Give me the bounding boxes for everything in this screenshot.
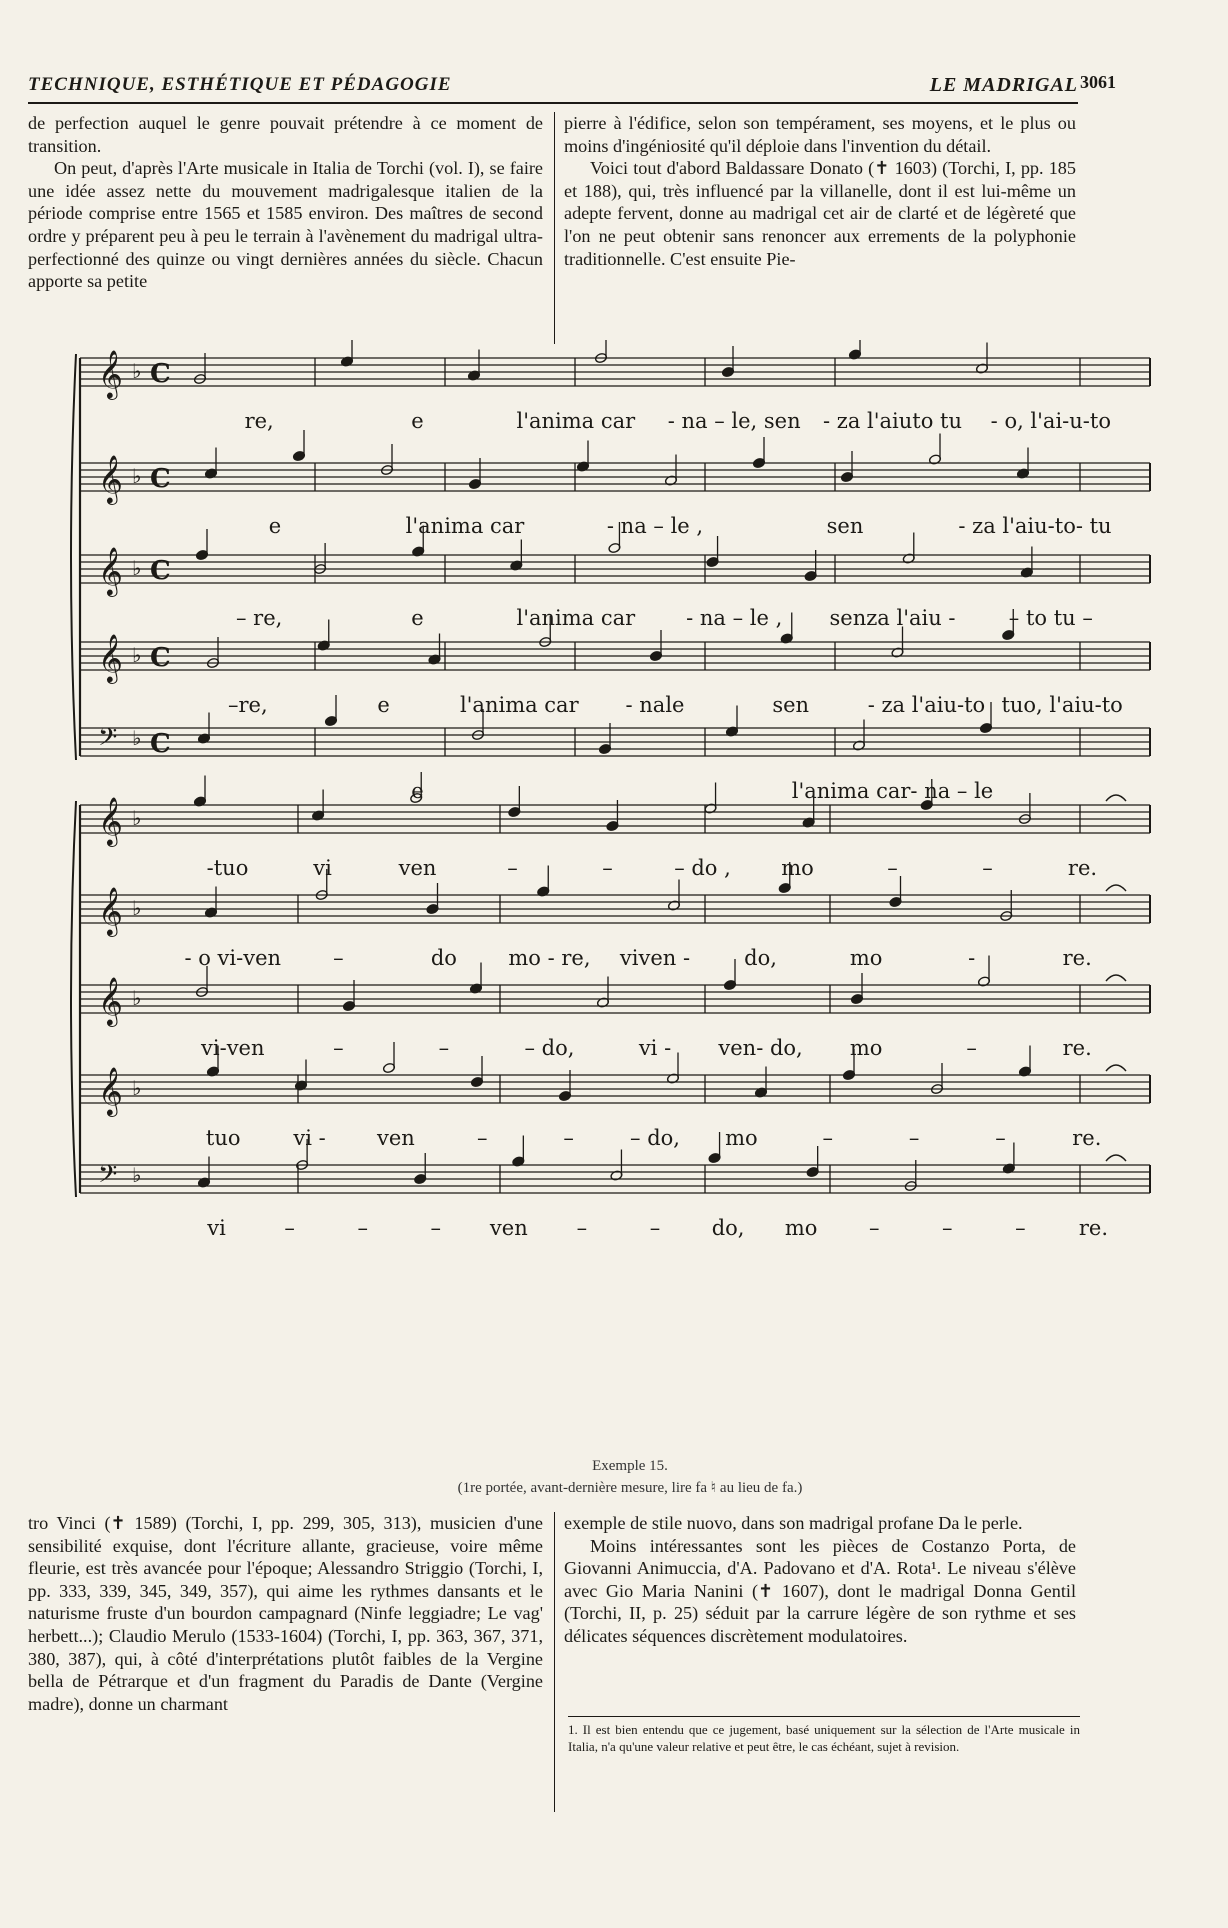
treble-clef-icon: 𝄞	[98, 546, 123, 595]
lyric-syllable: ven- do,	[718, 1036, 803, 1060]
lyric-syllable: sen	[826, 514, 864, 538]
lyric-syllable: re.	[1062, 946, 1092, 970]
lyric-syllable: l'anima car	[405, 514, 525, 538]
lyric-syllable: l'anima car	[459, 693, 579, 717]
lyric-syllable: –	[333, 1036, 344, 1060]
lyric-syllable: – do,	[524, 1036, 575, 1060]
treble-clef-icon: 𝄞	[98, 349, 123, 398]
example-caption: Exemple 15.	[592, 1458, 668, 1474]
lyric-syllable: mo	[784, 1216, 818, 1240]
column-right-bottom	[564, 1512, 1076, 1648]
lyric-syllable: – do,	[630, 1126, 680, 1150]
fermata-icon	[1106, 1155, 1126, 1161]
common-time-icon: C	[150, 359, 171, 389]
bass-clef-icon: 𝄢	[98, 1160, 118, 1195]
lyric-syllable: –	[1015, 1216, 1026, 1240]
flat-sign-icon: ♭	[132, 464, 142, 488]
paragraph: Moins intéressantes sont les pièces de Costanzo Porta, de Giovanni Animuccia, d'A. Padovano et d'A. Rota¹. Le niveau s'élève avec Gio Maria Nanini (✝ 1607), dont le madrigal Donna Gentil (Torchi, II, p. 25) séduit par la carrure légère de son rythme et ses délicates séquences discrètement modulatoires.	[564, 1535, 1076, 1646]
lyric-syllable: mo	[849, 1036, 883, 1060]
lyric-syllable: mo - re,	[508, 946, 591, 970]
lyric-syllable: –	[822, 1126, 833, 1150]
paragraph: On peut, d'après l'Arte musicale in Italia de Torchi (vol. I), se faire une idée assez nette du mouvement madrigalesque italien de la période comprise entre 1565 et 1585 environ. Des maîtres de second ordre y préparent peu à peu le terrain à l'avènement du madrigal ultra-perfectionné des quinze ou vingt dernières années du siècle. Chacun apporte sa petite	[28, 158, 543, 292]
footnote: 1. Il est bien entendu que ce jugement, basé uniquement sur la sélection de l'Arte musicale in Italia, n'a qu'une valeur relative et peut être, le cas échéant, sujet à revision.	[568, 1716, 1080, 1755]
lyric-syllable: l'anima car	[516, 409, 636, 433]
lyric-syllable: l'anima car	[516, 606, 636, 630]
flat-sign-icon: ♭	[132, 726, 142, 750]
lyric-syllable: e	[377, 693, 390, 717]
paragraph: Voici tout d'abord Baldassare Donato (✝ 1603) (Torchi, I, pp. 185 et 188), qui, très influencé par la villanelle, dont il est lui-même un adepte fervent, donne au madrigal cet air de clarté et de légèreté que l'on ne peut obtenir sans renoncer aux errements de la polyphonie traditionnelle. C'est ensuite Pie-	[564, 158, 1076, 269]
treble-clef-icon: 𝄞	[98, 1066, 123, 1115]
lyric-syllable: - na – le ,	[606, 514, 704, 538]
flat-sign-icon: ♭	[132, 643, 142, 667]
lyric-syllable: - o vi-ven	[184, 946, 282, 970]
lyric-syllable: vi -	[293, 1126, 326, 1150]
lyric-syllable: –	[995, 1126, 1006, 1150]
lyric-syllable: –	[868, 1216, 880, 1240]
lyric-syllable: l'anima car- na – le	[791, 779, 994, 803]
lyric-syllable: tuo	[205, 1126, 241, 1150]
lyric-syllable: ven	[489, 1216, 528, 1240]
flat-sign-icon: ♭	[132, 359, 142, 383]
lyric-syllable: –	[887, 856, 898, 880]
column-right-top	[564, 112, 1076, 270]
lyric-syllable: re.	[1062, 1036, 1092, 1060]
lyric-syllable: –	[284, 1216, 295, 1240]
lyric-syllable: –re,	[228, 693, 268, 717]
flat-sign-icon: ♭	[132, 806, 142, 830]
music-score	[70, 340, 1160, 1450]
column-left-bottom	[28, 1512, 543, 1715]
lyric-syllable: sen	[772, 693, 810, 717]
lyric-syllable: - za l'aiuto tu	[822, 409, 963, 433]
lyric-syllable: viven -	[619, 946, 691, 970]
page-number: 3061	[1080, 72, 1116, 92]
fermata-icon	[1106, 795, 1126, 801]
lyric-syllable: - za l'aiu-to- tu	[958, 514, 1112, 538]
running-head-left: TECHNIQUE, ESTHÉTIQUE ET PÉDAGOGIE	[28, 74, 452, 95]
lyric-syllable: vi -	[638, 1036, 672, 1060]
lyric-syllable: –	[563, 1126, 574, 1150]
lyric-syllable: vi	[313, 856, 332, 880]
treble-clef-icon: 𝄞	[98, 796, 123, 845]
lyric-syllable: –	[602, 856, 613, 880]
fermata-icon	[1106, 975, 1126, 981]
flat-sign-icon: ♭	[132, 556, 142, 580]
flat-sign-icon: ♭	[132, 1163, 142, 1187]
fermata-icon	[1106, 885, 1126, 891]
system-brace	[71, 354, 76, 760]
lyric-syllable: re,	[244, 409, 274, 433]
running-head	[28, 72, 1078, 104]
lyric-syllable: –	[966, 1036, 977, 1060]
running-head-right: LE MADRIGAL	[929, 74, 1078, 96]
lyric-syllable: do	[430, 946, 457, 970]
lyric-syllable: –	[477, 1126, 488, 1150]
lyric-syllable: –	[649, 1216, 661, 1240]
common-time-icon: C	[150, 556, 171, 586]
column-rule	[554, 112, 555, 344]
lyric-syllable: – re,	[236, 606, 283, 630]
lyric-syllable: – to tu –	[1008, 606, 1093, 630]
lyric-syllable: senza l'aiu -	[829, 606, 956, 630]
paragraph: tro Vinci (✝ 1589) (Torchi, I, pp. 299, 305, 313), musicien d'une sensibilité exquise, dont l'écriture allante, gracieuse, voire même fleurie, est très avancée pour l'époque; Alessandro Striggio (Torchi, I, pp. 333, 339, 345, 349, 357), qui aime les rythmes dansants et le naturisme fruste d'un bourdon campagnard (Ninfe leggiadre; Le vag' herbett...); Claudio Merulo (1533-1604) (Torchi, I, pp. 363, 367, 371, 380, 387), qui, à côté d'interprétations plutôt faibles de la Vergine bella de Pétrarque et d'un fragment du Paradis de Dante (Vergine madre), donne un charmant	[28, 1513, 543, 1714]
lyric-syllable: –	[576, 1216, 588, 1240]
lyric-syllable: - na – le, sen	[667, 409, 801, 433]
common-time-icon: C	[150, 643, 171, 673]
flat-sign-icon: ♭	[132, 1076, 142, 1100]
lyric-syllable: vi-ven	[201, 1036, 265, 1060]
lyric-syllable: do,	[744, 946, 777, 970]
paragraph: exemple de stile nuovo, dans son madrigal profane Da le perle.	[564, 1513, 1023, 1533]
lyric-syllable: –	[438, 1036, 450, 1060]
lyric-syllable: –	[430, 1216, 442, 1240]
lyric-syllable: vi	[207, 1216, 226, 1240]
lyric-syllable: ven	[376, 1126, 415, 1150]
treble-clef-icon: 𝄞	[98, 633, 123, 682]
example-caption-note: (1re portée, avant-dernière mesure, lire fa ♮ au lieu de fa.)	[457, 1480, 803, 1496]
lyric-syllable: ven	[398, 856, 437, 880]
lyric-syllable: –	[942, 1216, 953, 1240]
lyric-syllable: e	[411, 779, 424, 803]
flat-sign-icon: ♭	[132, 986, 142, 1010]
lyric-syllable: –	[357, 1216, 368, 1240]
lyric-syllable: - o, l'ai-u-to	[990, 409, 1111, 433]
paragraph: pierre à l'édifice, selon son tempérament, ses moyens, et le plus ou moins d'ingéniosité qu'il déploie dans l'invention du détail.	[564, 113, 1076, 156]
lyric-syllable: mo	[725, 1126, 758, 1150]
flat-sign-icon: ♭	[132, 896, 142, 920]
lyric-syllable: e	[268, 514, 282, 538]
lyric-syllable: re.	[1072, 1126, 1102, 1150]
lyric-syllable: do,	[711, 1216, 745, 1240]
treble-clef-icon: 𝄞	[98, 976, 123, 1025]
lyric-syllable: –	[333, 946, 344, 970]
lyric-syllable: – do ,	[674, 856, 731, 880]
treble-clef-icon: 𝄞	[98, 886, 123, 935]
lyric-syllable: tuo, l'aiu-to	[1001, 693, 1123, 717]
lyric-syllable: –	[507, 856, 518, 880]
lyric-syllable: - nale	[625, 693, 685, 717]
lyric-syllable: -tuo	[206, 856, 249, 880]
lyric-syllable: e	[411, 409, 424, 433]
lyric-syllable: re.	[1067, 856, 1098, 880]
lyric-syllable: mo	[849, 946, 883, 970]
lyric-syllable: - za l'aiu-to	[867, 693, 986, 717]
lyric-syllable: mo	[781, 856, 814, 880]
lyric-syllable: re.	[1078, 1216, 1109, 1240]
treble-clef-icon: 𝄞	[98, 454, 123, 503]
column-rule	[554, 1512, 555, 1812]
fermata-icon	[1106, 1065, 1126, 1071]
lyric-syllable: - na – le ,	[686, 606, 783, 630]
common-time-icon: C	[150, 729, 171, 759]
column-left-top	[28, 112, 543, 293]
bass-clef-icon: 𝄢	[98, 723, 118, 758]
lyric-syllable: -	[968, 946, 976, 970]
lyric-syllable: –	[982, 856, 993, 880]
system-brace	[71, 801, 76, 1197]
paragraph: de perfection auquel le genre pouvait prétendre à ce moment de transition.	[28, 113, 543, 156]
lyric-syllable: e	[411, 606, 424, 630]
lyric-syllable: –	[908, 1126, 920, 1150]
common-time-icon: C	[150, 464, 171, 494]
